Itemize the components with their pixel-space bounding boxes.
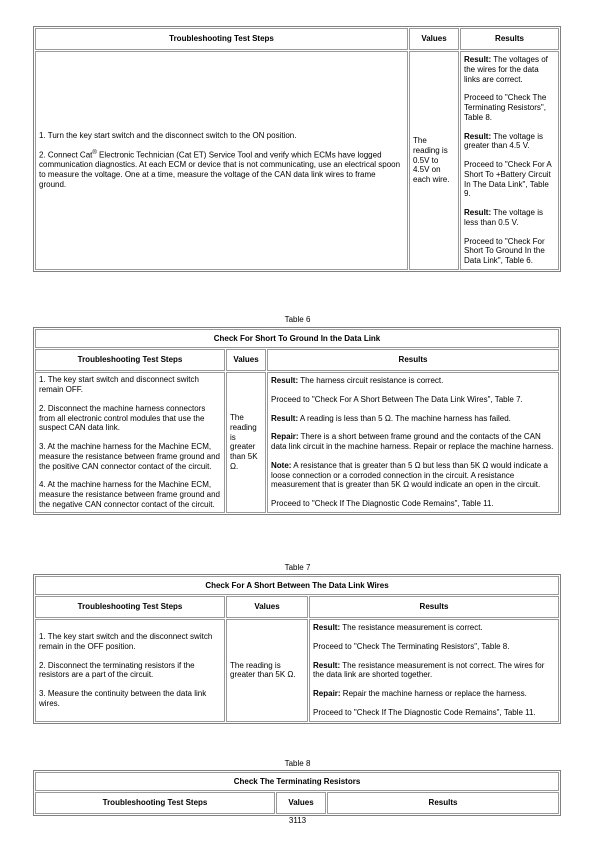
step: 4. At the machine harness for the Machine ECM, measure the resistance between frame ground and the negative CAN connector contact of the circuit. bbox=[39, 480, 220, 509]
result-text: Proceed to "Check For A Short Between The Data Link Wires", Table 7. bbox=[271, 394, 523, 404]
result-entry bbox=[464, 237, 555, 266]
steps-cell bbox=[35, 619, 225, 722]
result-text: There is a short between frame ground and the contacts of the CAN data link circuit in the machine harness. Repair or replace the machine harness. bbox=[271, 432, 554, 451]
result-entry bbox=[464, 93, 555, 122]
result-entry bbox=[271, 376, 555, 386]
result-entry bbox=[271, 414, 555, 424]
table-short-to-ground bbox=[33, 327, 561, 515]
results-cell bbox=[309, 619, 559, 722]
header-values: Values bbox=[276, 792, 326, 814]
result-text: Proceed to "Check The Terminating Resistors", Table 8. bbox=[464, 93, 547, 122]
value-text: The reading is greater than 5K Ω. bbox=[230, 660, 296, 680]
result-entry bbox=[271, 395, 555, 405]
title-row bbox=[35, 329, 559, 348]
results-cell bbox=[460, 51, 559, 270]
result-label: Result: bbox=[464, 55, 492, 64]
result-entry bbox=[313, 623, 555, 633]
page-number: 3113 bbox=[288, 816, 307, 825]
header-results: Results bbox=[327, 792, 559, 814]
header-results: Results bbox=[267, 349, 559, 371]
result-entry bbox=[313, 642, 555, 652]
result-entry bbox=[271, 499, 555, 509]
table-row bbox=[35, 51, 559, 270]
result-text: A resistance that is greater than 5 Ω but less than 5K Ω would indicate a loose connection or a corroded connection in the circuit. A resistance measurement that is greater than 5K Ω would indicate an open in the circuit. bbox=[271, 460, 549, 490]
step: 1. The key start switch and disconnect switch remain OFF. bbox=[39, 375, 199, 394]
header-row bbox=[35, 792, 559, 814]
steps-cell bbox=[35, 51, 408, 270]
result-text: Proceed to "Check If The Diagnostic Code Remains", Table 11. bbox=[271, 499, 494, 508]
step: 2. Connect Cat® Electronic Technician (Cat ET) Service Tool and verify which ECMs have logged communication diagnostics. At each ECM or device that is not communicating, use an electrical spoon to measure the voltage. One at a time, measure the voltage of the CAN data link wires to frame ground. bbox=[39, 149, 401, 189]
header-steps: Troubleshooting Test Steps bbox=[35, 596, 225, 618]
table-short-between-wires bbox=[33, 574, 561, 724]
result-text: Proceed to "Check The Terminating Resistors", Table 8. bbox=[313, 641, 510, 651]
result-label: Note: bbox=[271, 460, 292, 470]
result-label: Result: bbox=[271, 376, 299, 385]
value-text: The reading is 0.5V to 4.5V on each wire. bbox=[413, 136, 450, 184]
result-text: The voltages of the wires for the data links are correct. bbox=[464, 55, 548, 84]
result-entry bbox=[313, 689, 555, 699]
table-caption: Table 7 bbox=[284, 563, 311, 572]
result-text: The voltage is greater than 4.5 V. bbox=[464, 131, 544, 151]
result-entry bbox=[464, 132, 555, 152]
result-label: Result: bbox=[313, 623, 341, 632]
header-row bbox=[35, 28, 559, 50]
title-row bbox=[35, 576, 559, 595]
step: 3. At the machine harness for the Machine ECM, measure the resistance between frame ground and the positive CAN connector contact of the circuit. bbox=[39, 442, 220, 471]
step: 1. Turn the key start switch and the disconnect switch to the ON position. bbox=[39, 131, 297, 141]
header-steps: Troubleshooting Test Steps bbox=[35, 792, 275, 814]
header-row bbox=[35, 596, 559, 618]
result-text: Proceed to "Check For Short To Ground In the Data Link", Table 6. bbox=[464, 236, 545, 265]
result-entry bbox=[271, 432, 555, 452]
value-cell bbox=[226, 372, 266, 513]
steps-cell bbox=[35, 372, 225, 513]
results-cell bbox=[267, 372, 559, 513]
table-caption: Table 8 bbox=[284, 759, 311, 768]
table-caption: Table 6 bbox=[284, 315, 311, 324]
result-entry bbox=[313, 708, 555, 718]
header-results: Results bbox=[460, 28, 559, 50]
result-text: Proceed to "Check For A Short To +Battery Circuit In The Data Link", Table 9. bbox=[464, 160, 552, 199]
table-title: Check The Terminating Resistors bbox=[35, 772, 559, 791]
result-entry bbox=[464, 160, 555, 199]
result-label: Repair: bbox=[271, 432, 299, 442]
header-values: Values bbox=[409, 28, 459, 50]
value-cell bbox=[409, 51, 459, 270]
value-cell bbox=[226, 619, 308, 722]
title-row bbox=[35, 772, 559, 791]
header-values: Values bbox=[226, 596, 308, 618]
table-title: Check For A Short Between The Data Link Wires bbox=[35, 576, 559, 595]
result-entry bbox=[464, 208, 555, 228]
result-label: Result: bbox=[464, 208, 492, 217]
result-label: Repair: bbox=[313, 689, 341, 698]
result-text: A reading is less than 5 Ω. The machine harness has failed. bbox=[298, 413, 511, 423]
table-terminating-resistors bbox=[33, 770, 561, 816]
header-values: Values bbox=[226, 349, 266, 371]
result-label: Result: bbox=[313, 660, 341, 670]
result-label: Result: bbox=[271, 413, 299, 423]
header-row bbox=[35, 349, 559, 371]
table-data-link-voltage bbox=[33, 26, 561, 272]
step: 2. Disconnect the terminating resistors if the resistors are a part of the circuit. bbox=[39, 660, 195, 680]
step: 1. The key start switch and the disconnect switch remain in the OFF position. bbox=[39, 632, 213, 651]
table-row bbox=[35, 619, 559, 722]
header-results: Results bbox=[309, 596, 559, 618]
step: 3. Measure the continuity between the data link wires. bbox=[39, 689, 207, 708]
result-entry bbox=[464, 55, 555, 84]
table-row bbox=[35, 372, 559, 513]
result-entry bbox=[313, 661, 555, 681]
result-label: Result: bbox=[464, 131, 492, 141]
result-text: The voltage is less than 0.5 V. bbox=[464, 208, 544, 227]
value-text: The reading is greater than 5K Ω. bbox=[230, 413, 258, 471]
result-text: The harness circuit resistance is correct. bbox=[298, 376, 444, 385]
header-steps: Troubleshooting Test Steps bbox=[35, 349, 225, 371]
step: 2. Disconnect the machine harness connectors from all electronic control modules that use the suspect CAN data link. bbox=[39, 403, 206, 433]
result-text: Repair the machine harness or replace the harness. bbox=[340, 689, 527, 698]
result-entry bbox=[271, 461, 555, 490]
result-text: The resistance measurement is not correct. The wires for the data link are shorted together. bbox=[313, 660, 545, 680]
header-steps: Troubleshooting Test Steps bbox=[35, 28, 408, 50]
result-text: The resistance measurement is correct. bbox=[340, 623, 483, 632]
table-title: Check For Short To Ground In the Data Link bbox=[35, 329, 559, 348]
result-text: Proceed to "Check If The Diagnostic Code Remains", Table 11. bbox=[313, 707, 536, 717]
